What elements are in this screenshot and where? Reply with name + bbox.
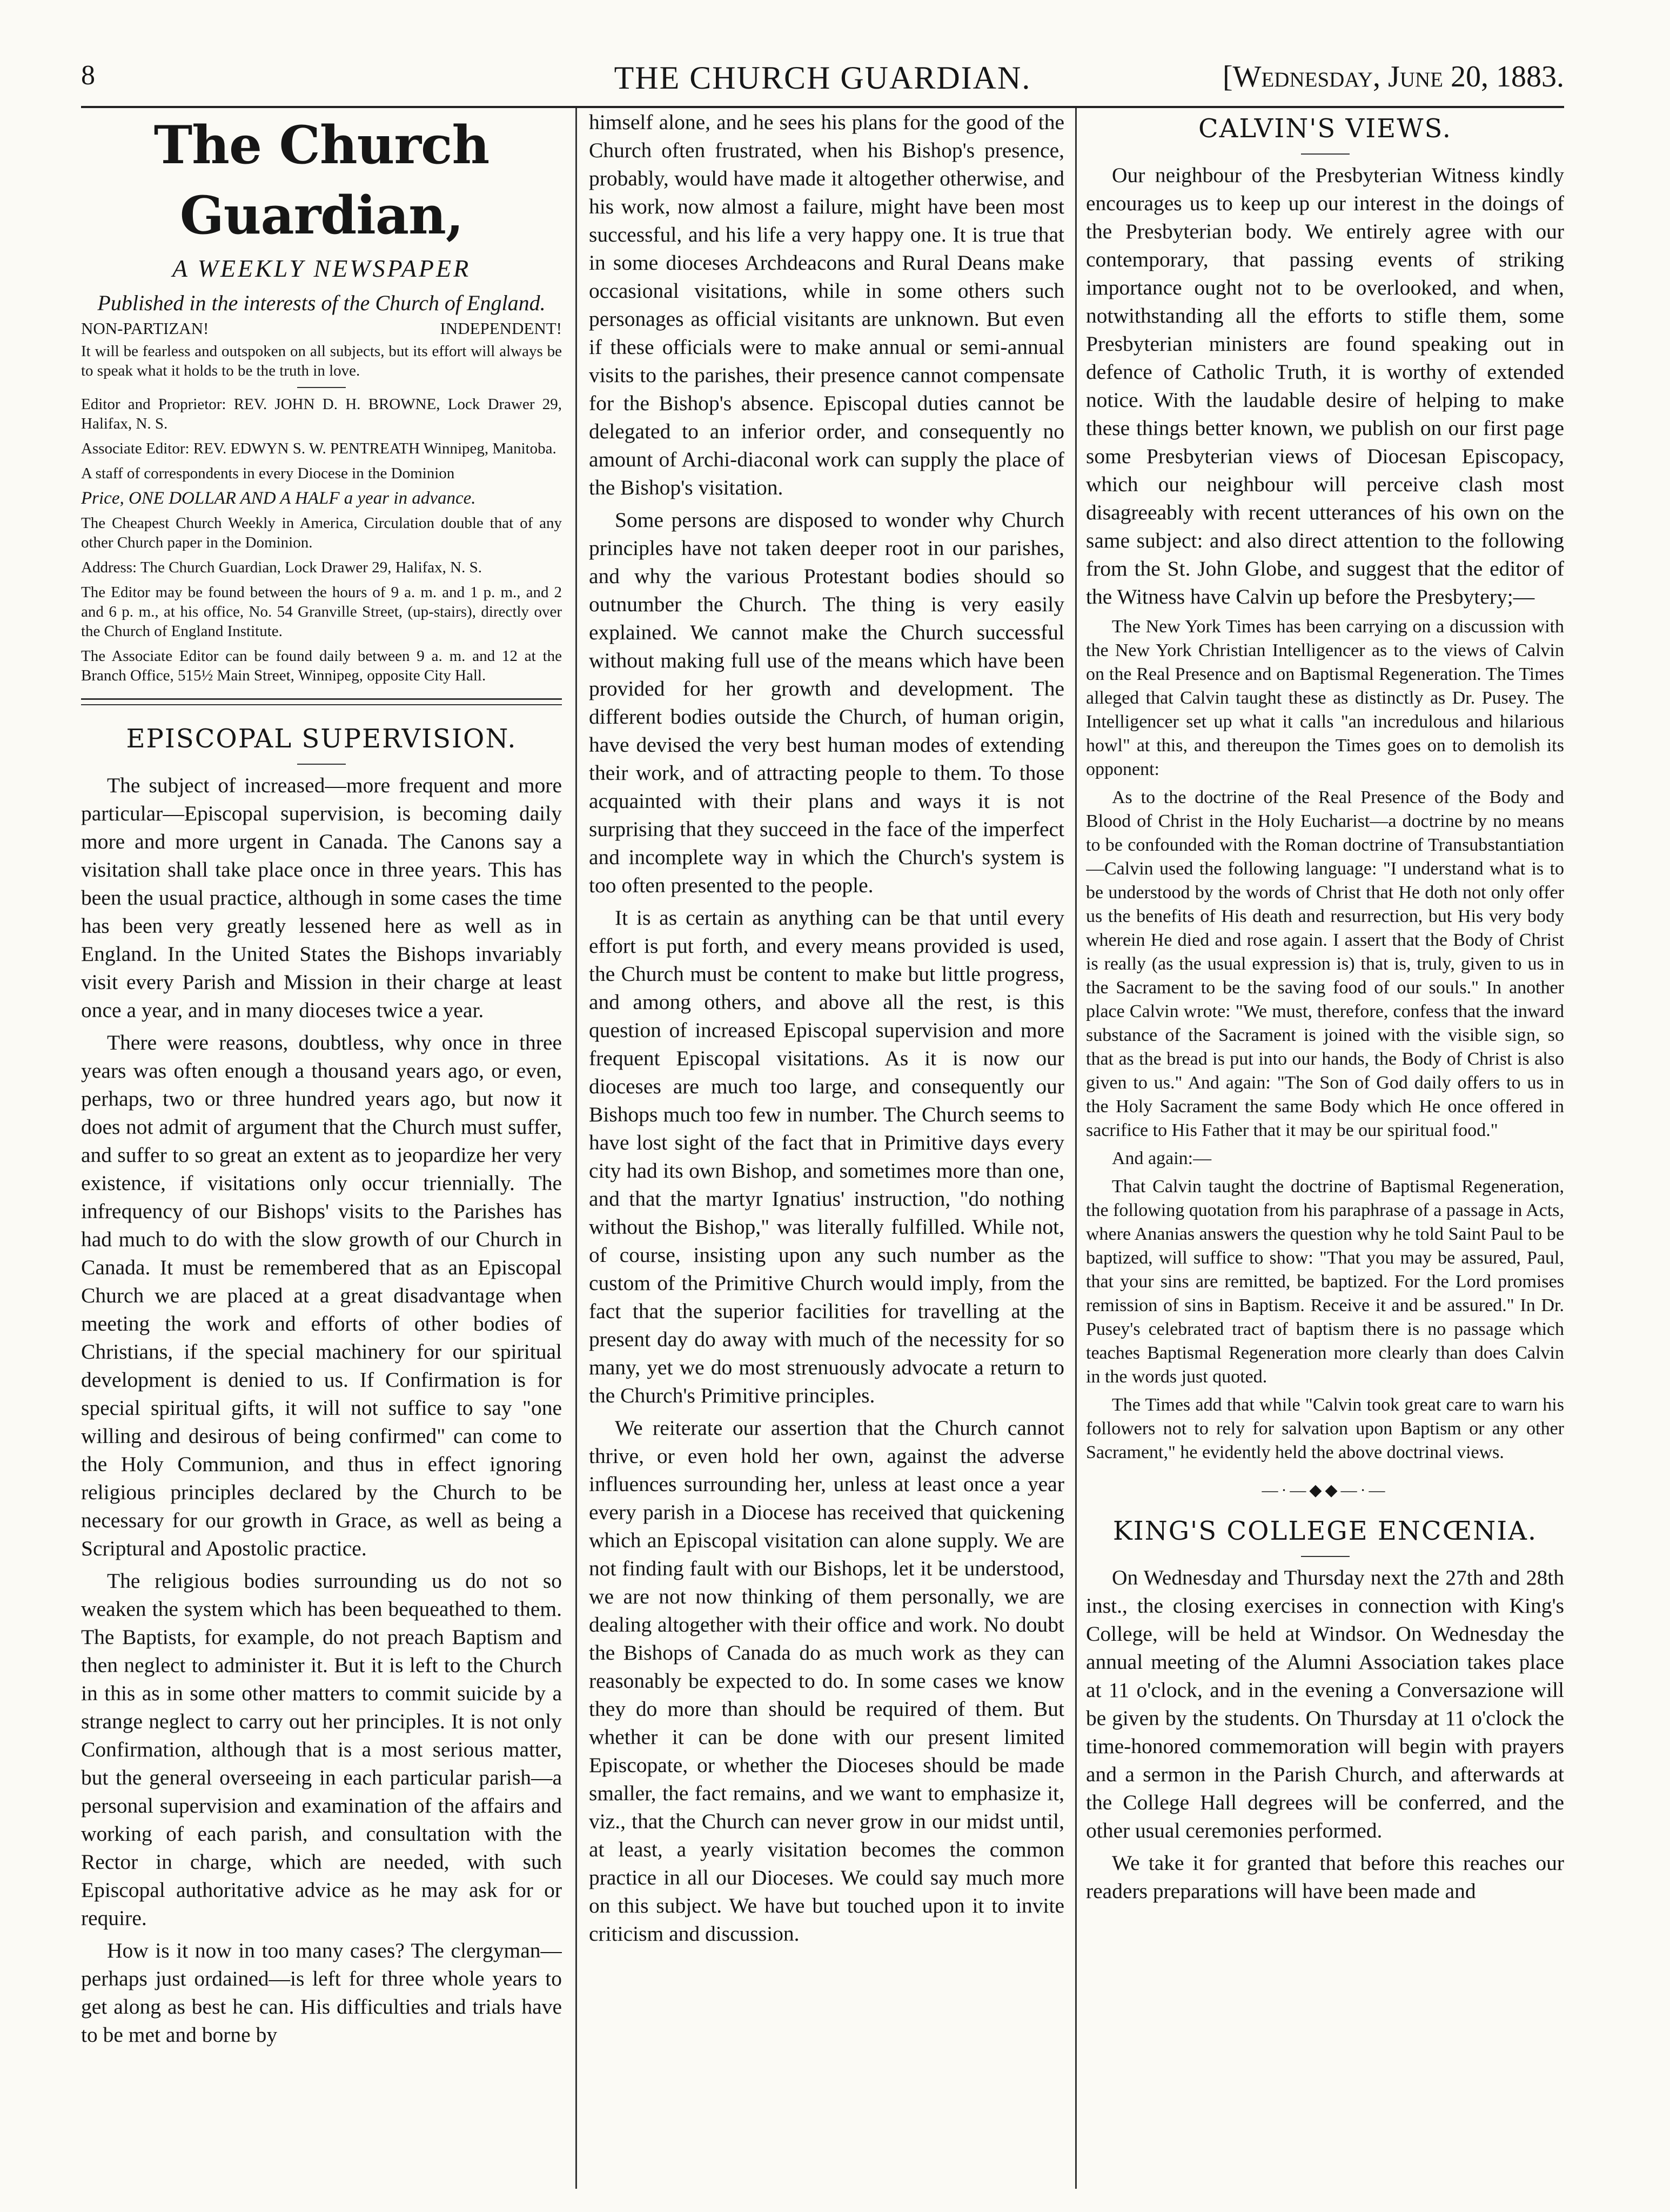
masthead-info-line: The Editor may be found between the hours of 9 a. m. and 1 p. m., and 2 and 6 p. m., at his office, No. 54 Granville Street, (up-stairs), directly over the Church of England Institute. xyxy=(81,584,562,640)
quote-paragraph: As to the doctrine of the Real Presence of the Body and Blood of Christ in the Holy Eucharist—a doctrine by no means to be confounded with the Roman doctrine of Transubstantiation—Calvin used the following language: "I understand what is to be understood by the words of Christ that He doth not only offer us the benefits of His death and resurrection, but His very body wherein He died and rose again. I assert that the Body of Christ is really (as the usual expression is) that is, truly, given to us in the Sacrament to be the saving food of our souls." In another place Calvin wrote: "We must, therefore, confess that the inward substance of the Sacrament is joined with the visible sign, so that as the bread is put into our hands, the Body of Christ is also given to us." And again: "The Son of God daily offers to us in the Holy Sacrament the same Body which He once offered in sacrifice to His Father that it may be our spiritual food." xyxy=(1086,787,1564,1140)
article-paragraph: On Wednesday and Thursday next the 27th and 28th inst., the closing exercises in connection with King's College, will be held at Windsor. On Wednesday the annual meeting of the Alumni Association takes place at 11 o'clock, and in the evening a Conversazione will be given by the students. On Thursday at 11 o'clock the time-honored commemoration will begin with prayers and a sermon in the Parish Church, and afterwards at the College Hall degrees will be conferred, and the other usual ceremonies performed. xyxy=(1086,1566,1564,1842)
issue-date: [Wednesday, June 20, 1883. xyxy=(1222,60,1564,93)
masthead-info-line: The Associate Editor can be found daily between 9 a. m. and 12 at the Branch Office, 515½ Main Street, Winnipeg, opposite City Hall. xyxy=(81,647,562,684)
article-paragraph: himself alone, and he sees his plans for the good of the Church often frustrated, when his Bishop's presence, probably, would have made it altogether otherwise, and his work, now almost a failure, might have been most successful, and his life a very happy one. It is true that in some dioceses Archdeacons and Rural Deans make occasional visitations, while in some others such personages as official visitants are unknown. But even if these officials were to make annual or semi-annual visits to the parishes, their presence cannot compensate for the Bishop's absence. Episcopal duties cannot be delegated to an inferior order, and consequently no amount of Archi-diaconal work can supply the place of the Bishop's visitation. xyxy=(589,110,1064,499)
article-paragraph: It is as certain as anything can be that until every effort is put forth, and every means provided is used, the Church must be content to make but little progress, and among others, and above all the rest, is this question of increased Episcopal supervision and more frequent Episcopal visitations. As it is now our dioceses are much too large, and consequently our Bishops much too few in number. The Church seems to have lost sight of the fact that in Primitive days every city had its own Bishop, and sometimes more than one, and that the martyr Ignatius' instruction, "do nothing without the Bishop," was literally fulfilled. While not, of course, insisting upon any such number as the custom of the Primitive Church would imply, from the fact that the superior facilities for travelling at the present day do away with much of the necessity for so many, yet we do most strenuously advocate a return to the Church's Primitive principles. xyxy=(589,906,1064,1407)
masthead-info-line: Address: The Church Guardian, Lock Drawer 29, Halifax, N. S. xyxy=(81,559,482,576)
quote-paragraph: That Calvin taught the doctrine of Baptismal Regeneration, the following quotation from his paraphrase of a passage in Acts, where Ananias answers the question why he told Saint Paul to be baptized, will suffice to show: "That you may be assured, Paul, that your sins are remitted, be baptized. For the Lord promises remission of sins in Baptism. Receive it and be assured." In Dr. Pusey's celebrated tract of baptism there is no passage which teaches Baptismal Regeneration more clearly than does Calvin in the words just quoted. xyxy=(1086,1177,1564,1387)
double-rule xyxy=(81,698,562,705)
masthead-price: Price, ONE DOLLAR AND A HALF a year in advance. xyxy=(81,489,476,508)
quote-paragraph: The Times add that while "Calvin took great care to warn his followers not to rely for salvation upon Baptism or any other Sacrament," he evidently held the above doctrinal views. xyxy=(1086,1395,1564,1462)
independent-label: INDEPENDENT! xyxy=(440,319,562,338)
article-paragraph: We reiterate our assertion that the Church cannot thrive, or even hold her own, against the adverse influences surrounding her, unless at least once a year every parish in a Diocese has received that quickening which an Episcopal visitation can alone supply. We are not finding fault with our Bishops, let it be understood, we are not now thinking of them personally, we are dealing altogether with their office and work. No doubt the Bishops of Canada do as much work as they can reasonably be expected to do. In some cases we know they do more than should be required of them. But whether it can be done with our present limited Episcopate, or whether the Dioceses should be made smaller, the fact remains, and we want to emphasize it, viz., that the Church can never grow in our midst until, at least, a yearly visitation becomes the common practice in all our Dioceses. We could say much more on this subject. We have but touched upon it to invite criticism and discussion. xyxy=(589,1416,1064,1946)
masthead-info-line: Editor and Proprietor: REV. JOHN D. H. BROWNE, Lock Drawer 29, Halifax, N. S. xyxy=(81,396,562,432)
article-paragraph: The religious bodies surrounding us do not so weaken the system which has been bequeathed to them. The Baptists, for example, do not preach Baptism and then neglect to administer it. But it is left to the Church in this as in some other matters to commit suicide by a strange neglect to carry out her principles. It is not only Confirmation, although that is a most serious matter, but the general overseeing in each particular parish—a personal supervision and examination of the affairs and working of each parish, and consultation with the Rector in charge, which are needed, with such Episcopal authoritative advice as he may ask for or require. xyxy=(81,1569,562,1930)
masthead-subtitle: A WEEKLY NEWSPAPER xyxy=(172,255,471,282)
quote-paragraph: The New York Times has been carrying on a discussion with the New York Christian Intelligencer as to the views of Calvin on the Real Presence and on Baptismal Regeneration. The Times alleged that Calvin taught these as distinctly as Dr. Pusey. The Intelligencer set up what it calls "an incredulous and hilarious howl" at this, and thereupon the Times goes on to demolish its opponent: xyxy=(1086,617,1564,779)
masthead-published: Published in the interests of the Church of England. xyxy=(97,291,546,315)
nonpartizan-label: NON-PARTIZAN! xyxy=(81,319,209,338)
column-2 xyxy=(589,108,1064,2183)
divider xyxy=(1301,1556,1350,1557)
masthead-info xyxy=(81,342,562,685)
quote-paragraph: And again:— xyxy=(1112,1148,1212,1168)
calvin-heading: CALVIN'S VIEWS. xyxy=(1198,113,1452,144)
masthead-tagline xyxy=(81,319,562,338)
divider xyxy=(1301,153,1350,155)
article-paragraph: How is it now in too many cases? The clergyman—perhaps just ordained—is left for three whole years to get along as best he can. His difficulties and trials have to be met and borne by xyxy=(81,1939,562,2047)
divider xyxy=(297,387,346,388)
masthead-info-line: The Cheapest Church Weekly in America, Circulation double that of any other Church paper in the Dominion. xyxy=(81,514,562,551)
column-rule xyxy=(1075,108,1077,2189)
article-paragraph: Our neighbour of the Presbyterian Witness kindly encourages us to keep up our interest in the doings of the Presbyterian body. We entirely agree with our contemporary, that passing events of striking importance ought not to be overlooked, and when, notwithstanding all the efforts to stifle them, some Presbyterian ministers are found speaking out in defence of Catholic Truth, it is worthy of extended notice. With the laudable desire of helping to make these things better known, we publish on our first page some Presbyterian views of Diocesan Episcopacy, which our neighbour will perceive clash most disagreeably with recent utterances of his own on the same subject: and also direct attention to the following from the St. John Globe, and suggest that the editor of the Witness have Calvin up before the Presbytery;— xyxy=(1086,163,1564,609)
newspaper-title: THE CHURCH GUARDIAN. xyxy=(614,60,1031,96)
quoted-passage xyxy=(1086,615,1564,1465)
divider xyxy=(297,764,346,765)
article-paragraph: The subject of increased—more frequent and more particular—Episcopal supervision, is becoming daily more and more urgent in Canada. The Canons say a visitation shall take place once in three years. This has been the usual practice, although in some cases the time has been very greatly lessened here as well as in England. In the United States the Bishops invariably visit every Parish and Mission in their charge at least once a year, and in many dioceses twice a year. xyxy=(81,773,562,1022)
page-number: 8 xyxy=(81,60,95,91)
column-rule xyxy=(575,108,577,2189)
masthead-info-line: A staff of correspondents in every Diocese in the Dominion xyxy=(81,465,455,482)
article-paragraph: There were reasons, doubtless, why once in three years was often enough a thousand years ago, or even, perhaps, two or three hundred years ago, but now it does not admit of argument that the Church must suffer, and suffer to so great an extent as to jeopardize her very existence, if visitations only occur triennially. The infrequency of our Bishops' visits to the Parishes has had much to do with the slow growth of our Church in Canada. It must be remembered that as an Episcopal Church we are placed at a great disadvantage when meeting the work and efforts of other bodies of Christians, if the special machinery for our spiritual development is denied to us. If Confirmation is for special spiritual gifts, it will not suffice to say "one willing and desirous of being confirmed" can come to the Holy Communion, and thus in effect ignoring religious principles declared by the Church to be necessary for our growth in Grace, as well as being a Scriptural and Apostolic practice. xyxy=(81,1031,562,1560)
column-1 xyxy=(81,108,562,2183)
column-3 xyxy=(1086,108,1564,2183)
masthead-info-line: It will be fearless and outspoken on all subjects, but its effort will always be to speak what it holds to be the truth in love. xyxy=(81,343,562,379)
episcopal-heading: EPISCOPAL SUPERVISION. xyxy=(126,724,517,754)
masthead-title: The Church Guardian, xyxy=(153,115,489,246)
ornament-divider: —·—◆◆—·— xyxy=(1262,1481,1389,1499)
masthead-info-line: Associate Editor: REV. EDWYN S. W. PENTREATH Winnipeg, Manitoba. xyxy=(81,440,556,457)
article-paragraph: Some persons are disposed to wonder why Church principles have not taken deeper root in our parishes, and why the various Protestant bodies should so outnumber the Church. The thing is very easily explained. We cannot make the Church successful without making full use of the means which have been provided for her growth and development. The different bodies outside the Church, of human origin, have devised the very best human modes of extending their work, and of attracting people to them. To those acquainted with their plans and ways it is not surprising that they succeed in the face of the imperfect and incomplete way in which the Church's system is too often presented to the people. xyxy=(589,508,1064,897)
article-paragraph: We take it for granted that before this reaches our readers preparations will have been made and xyxy=(1086,1851,1564,1903)
kings-college-heading: KING'S COLLEGE ENCŒNIA. xyxy=(1112,1516,1538,1546)
page-header xyxy=(81,59,1564,108)
